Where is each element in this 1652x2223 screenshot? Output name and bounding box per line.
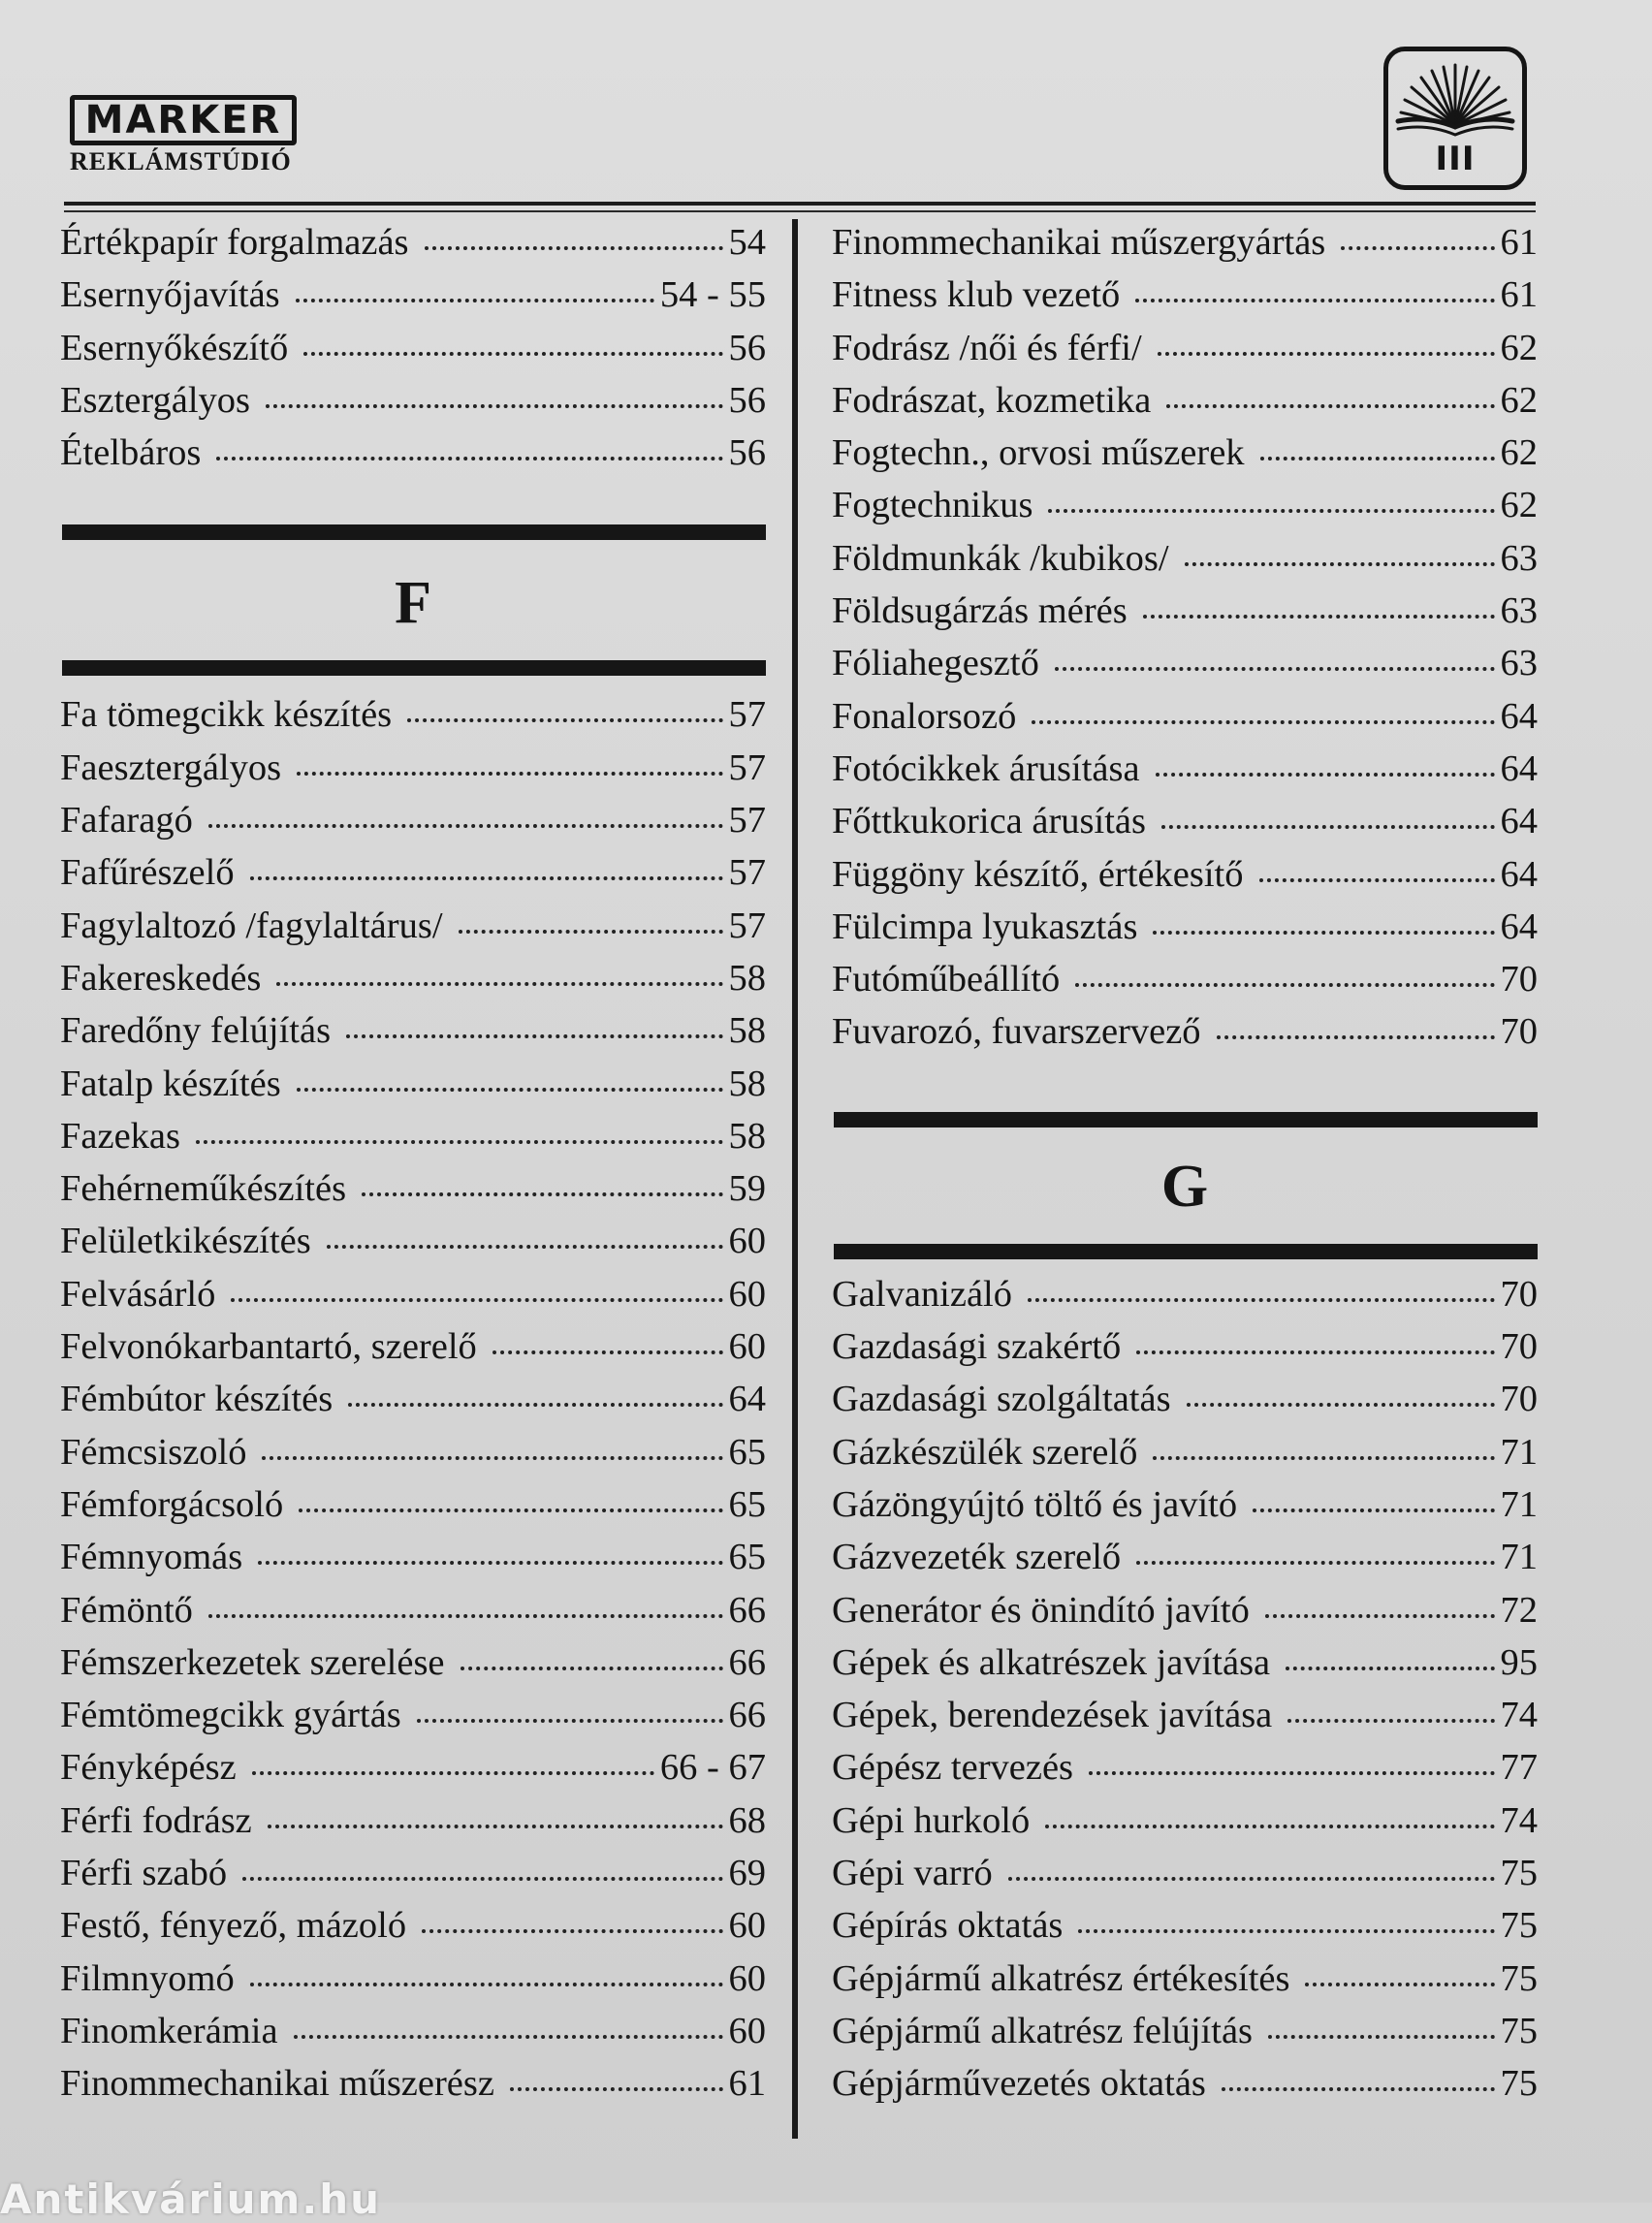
index-entry: Esernyőkészítő 56 — [60, 327, 766, 368]
header-rule-thin — [64, 210, 1536, 212]
index-entry: Gépek, berendezések javítása 74 — [832, 1695, 1538, 1736]
index-entry: Függöny készítő, értékesítő 64 — [832, 853, 1538, 895]
book-emblem — [1383, 47, 1527, 190]
index-entry: Fémszerkezetek szerelése 66 — [60, 1641, 766, 1683]
index-entry: Fafűrészelő 57 — [60, 852, 766, 894]
index-entry: Gázvezeték szerelő 71 — [832, 1537, 1538, 1578]
left-column — [60, 221, 766, 2115]
index-entry: Futóműbeállító 70 — [832, 959, 1538, 1000]
index-entry: Faredőny felújítás 58 — [60, 1010, 766, 1052]
index-entry: Finommechanikai műszergyártás 61 — [832, 222, 1538, 263]
index-entry: Férfi fodrász 68 — [60, 1799, 766, 1841]
index-entry: Fóliahegesztő 63 — [832, 643, 1538, 684]
section-bar — [62, 524, 766, 540]
section-header-g — [832, 1112, 1538, 1259]
index-entry: Földmunkák /kubikos/ 63 — [832, 537, 1538, 579]
index-entry: Finomkerámia 60 — [60, 2010, 766, 2051]
index-entry: Fémnyomás 65 — [60, 1537, 766, 1578]
index-entry: Esernyőjavítás 54 - 55 — [60, 274, 766, 316]
index-entry: Esztergályos 56 — [60, 379, 766, 421]
index-entry: Földsugárzás mérés 63 — [832, 590, 1538, 632]
index-entry: Gépi hurkoló 74 — [832, 1799, 1538, 1841]
index-entry: Fakereskedés 58 — [60, 957, 766, 999]
index-entry: Ételbáros 56 — [60, 432, 766, 474]
index-entry: Festő, fényező, mázoló 60 — [60, 1905, 766, 1947]
index-entry: Gázkészülék szerelő 71 — [832, 1431, 1538, 1473]
index-entry: Fonalorsozó 64 — [832, 695, 1538, 737]
watermark: Antikvárium.hu — [0, 2175, 382, 2223]
index-entry: Fa tömegcikk készítés 57 — [60, 694, 766, 736]
index-entry: Filmnyomó 60 — [60, 1957, 766, 1999]
index-entry: Gazdasági szolgáltatás 70 — [832, 1379, 1538, 1420]
index-entry: Fémcsiszoló 65 — [60, 1431, 766, 1473]
index-entry: Férfi szabó 69 — [60, 1853, 766, 1894]
section-header-f — [60, 524, 766, 676]
index-entry: Értékpapír forgalmazás 54 — [60, 222, 766, 263]
index-entry: Fémtömegcikk gyártás 66 — [60, 1695, 766, 1736]
index-entry: Gépek és alkatrészek javítása 95 — [832, 1641, 1538, 1683]
index-entry: Fagylaltozó /fagylaltárus/ 57 — [60, 905, 766, 946]
marker-logo — [70, 95, 302, 176]
index-entry: Fémöntő 66 — [60, 1589, 766, 1631]
index-entry: Gázöngyújtó töltő és javító 71 — [832, 1483, 1538, 1525]
index-entry: Fitness klub vezető 61 — [832, 274, 1538, 316]
index-entry: Felületkikészítés 60 — [60, 1221, 766, 1262]
index-entry: Gépírás oktatás 75 — [832, 1905, 1538, 1947]
index-entry: Fogtechn., orvosi műszerek 62 — [832, 432, 1538, 474]
right-column — [832, 221, 1538, 2115]
index-entry: Generátor és önindító javító 72 — [832, 1589, 1538, 1631]
section-bar — [834, 1112, 1538, 1127]
index-entry: Fodrász /női és férfi/ 62 — [832, 327, 1538, 368]
column-divider — [792, 219, 798, 2139]
emblem-label: III — [1435, 140, 1476, 178]
index-entry: Fülcimpa lyukasztás 64 — [832, 905, 1538, 947]
section-letter-f: F — [395, 570, 431, 637]
index-entry: Fuvarozó, fuvarszervező 70 — [832, 1011, 1538, 1053]
index-entry: Fehérneműkészítés 59 — [60, 1168, 766, 1210]
index-entry: Felvásárló 60 — [60, 1273, 766, 1315]
index-entry: Fémforgácsoló 65 — [60, 1483, 766, 1525]
logo-wordmark: MARKER — [70, 95, 297, 145]
index-entry: Gépjárművezetés oktatás 75 — [832, 2063, 1538, 2105]
section-bar — [62, 660, 766, 676]
index-entry: Gépi varró 75 — [832, 1853, 1538, 1894]
index-entry: Fazekas 58 — [60, 1115, 766, 1157]
index-entry: Felvonókarbantartó, szerelő 60 — [60, 1326, 766, 1368]
section-letter-g: G — [1160, 1153, 1209, 1220]
index-entry: Gépjármű alkatrész felújítás 75 — [832, 2010, 1538, 2051]
index-entry: Gépész tervezés 77 — [832, 1747, 1538, 1789]
index-entry: Fatalp készítés 58 — [60, 1063, 766, 1104]
index-entry: Faesztergályos 57 — [60, 746, 766, 788]
logo-subtitle: REKLÁMSTÚDIÓ — [70, 147, 292, 175]
index-entry: Gépjármű alkatrész értékesítés 75 — [832, 1957, 1538, 1999]
index-entry: Finommechanikai műszerész 61 — [60, 2063, 766, 2105]
index-entry: Fodrászat, kozmetika 62 — [832, 379, 1538, 421]
index-entry: Gazdasági szakértő 70 — [832, 1326, 1538, 1368]
index-entry: Fafaragó 57 — [60, 800, 766, 842]
index-entry: Fotócikkek árusítása 64 — [832, 747, 1538, 789]
index-entry: Fényképész 66 - 67 — [60, 1747, 766, 1789]
index-entry: Fémbútor készítés 64 — [60, 1379, 766, 1420]
section-bar — [834, 1244, 1538, 1259]
index-entry: Galvanizáló 70 — [832, 1273, 1538, 1315]
index-entry: Fogtechnikus 62 — [832, 485, 1538, 526]
index-entry: Főttkukorica árusítás 64 — [832, 801, 1538, 842]
header-rule — [64, 202, 1536, 206]
